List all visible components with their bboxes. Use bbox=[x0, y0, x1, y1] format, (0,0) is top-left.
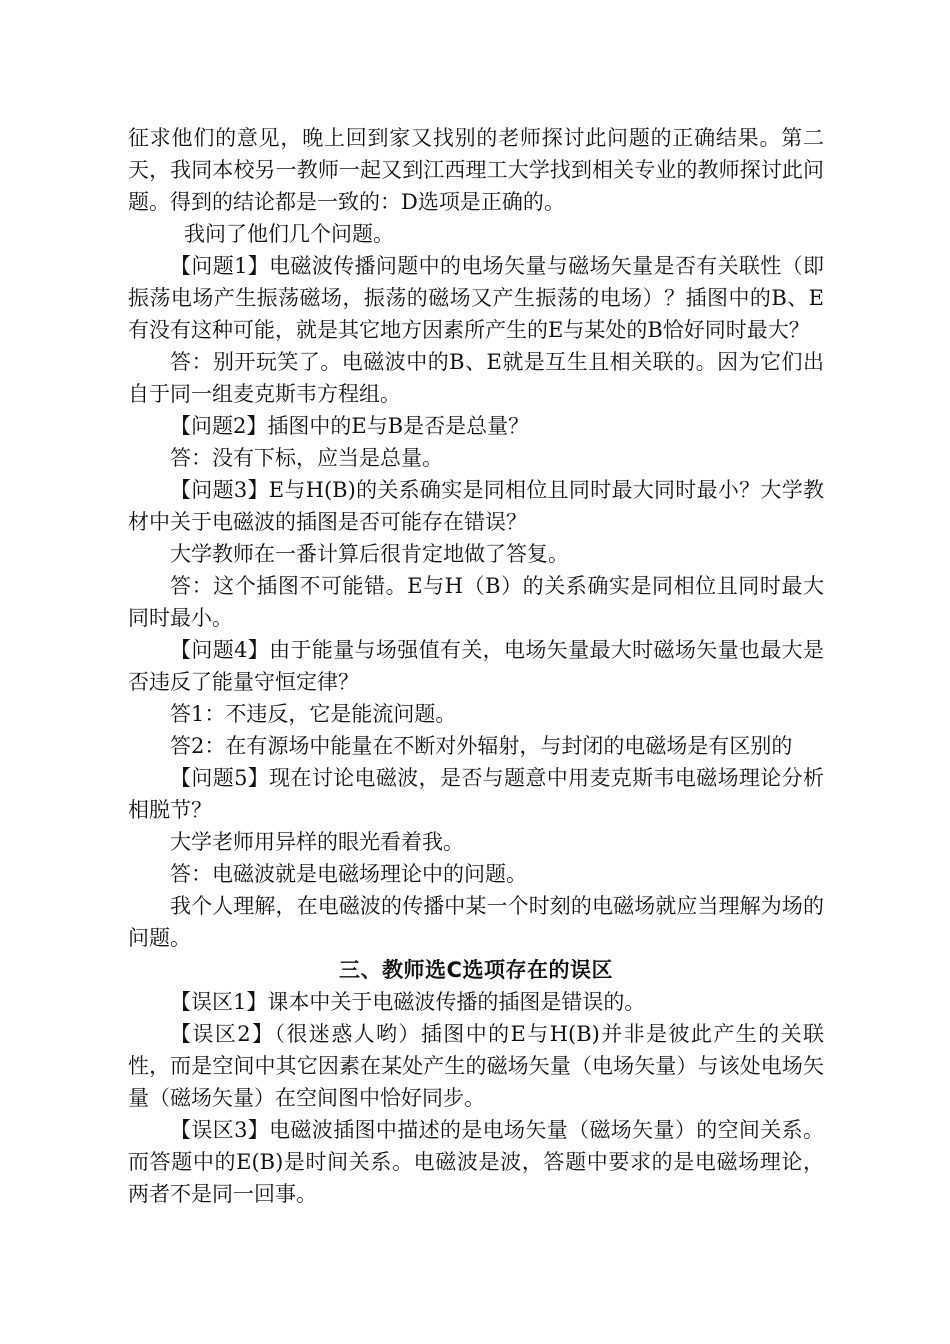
document-body bbox=[128, 122, 824, 1210]
paragraph-answer-3: 答：这个插图不可能错。E与H（B）的关系确实是同相位且同时最大同时最小。 bbox=[128, 574, 824, 630]
paragraph-intro-questions: 我问了他们几个问题。 bbox=[184, 222, 394, 246]
paragraph-question-1: 【问题1】电磁波传播问题中的电场矢量与磁场矢量是否有关联性（即振荡电场产生振荡磁场，振荡的磁场又产生振荡的电场）？插图中的B、E有没有这种可能，就是其它地方因素所产生的E与某处的B恰好同时最大？ bbox=[128, 254, 824, 342]
paragraph-teacher-reply: 大学教师在一番计算后很肯定地做了答复。 bbox=[170, 542, 569, 566]
paragraph-teacher-look: 大学老师用异样的眼光看着我。 bbox=[170, 830, 464, 854]
section-heading: 三、教师选C选项存在的误区 bbox=[339, 958, 613, 982]
paragraph-misconception-3: 【误区3】电磁波插图中描述的是电场矢量（磁场矢量）的空间关系。而答题中的E(B)是时间关系。电磁波是波，答题中要求的是电磁场理论，两者不是同一回事。 bbox=[128, 1118, 824, 1206]
paragraph-answer-2: 答：没有下标，应当是总量。 bbox=[170, 446, 443, 470]
paragraph-question-3: 【问题3】E与H(B)的关系确实是同相位且同时最大同时最小？大学教材中关于电磁波的插图是否可能存在错误？ bbox=[128, 478, 824, 534]
paragraph-misconception-2: 【误区2】（很迷惑人哟）插图中的E与H(B)并非是彼此产生的关联性，而是空间中其它因素在某处产生的磁场矢量（电场矢量）与该处电场矢量（磁场矢量）在空间图中恰好同步。 bbox=[128, 1022, 824, 1110]
paragraph-question-4: 【问题4】由于能量与场强值有关，电场矢量最大时磁场矢量也最大是否违反了能量守恒定律？ bbox=[128, 638, 824, 694]
paragraph-question-5: 【问题5】现在讨论电磁波，是否与题意中用麦克斯韦电磁场理论分析相脱节？ bbox=[128, 766, 824, 822]
paragraph-personal-understanding: 我个人理解，在电磁波的传播中某一个时刻的电磁场就应当理解为场的问题。 bbox=[128, 894, 824, 950]
paragraph-continuation: 征求他们的意见，晚上回到家又找别的老师探讨此问题的正确结果。第二天，我同本校另一教师一起又到江西理工大学找到相关专业的教师探讨此问题。得到的结论都是一致的：D选项是正确的。 bbox=[128, 126, 824, 214]
paragraph-answer-4b: 答2：在有源场中能量在不断对外辐射，与封闭的电磁场是有区别的 bbox=[170, 734, 793, 758]
paragraph-answer-4a: 答1：不违反，它是能流问题。 bbox=[170, 702, 457, 726]
paragraph-answer-1: 答：别开玩笑了。电磁波中的B、E就是互生且相关联的。因为它们出自于同一组麦克斯韦方程组。 bbox=[128, 350, 824, 406]
paragraph-answer-5: 答：电磁波就是电磁场理论中的问题。 bbox=[170, 862, 527, 886]
paragraph-misconception-1: 【误区1】课本中关于电磁波传播的插图是错误的。 bbox=[170, 990, 646, 1014]
paragraph-question-2: 【问题2】插图中的E与B是否是总量？ bbox=[170, 414, 530, 438]
